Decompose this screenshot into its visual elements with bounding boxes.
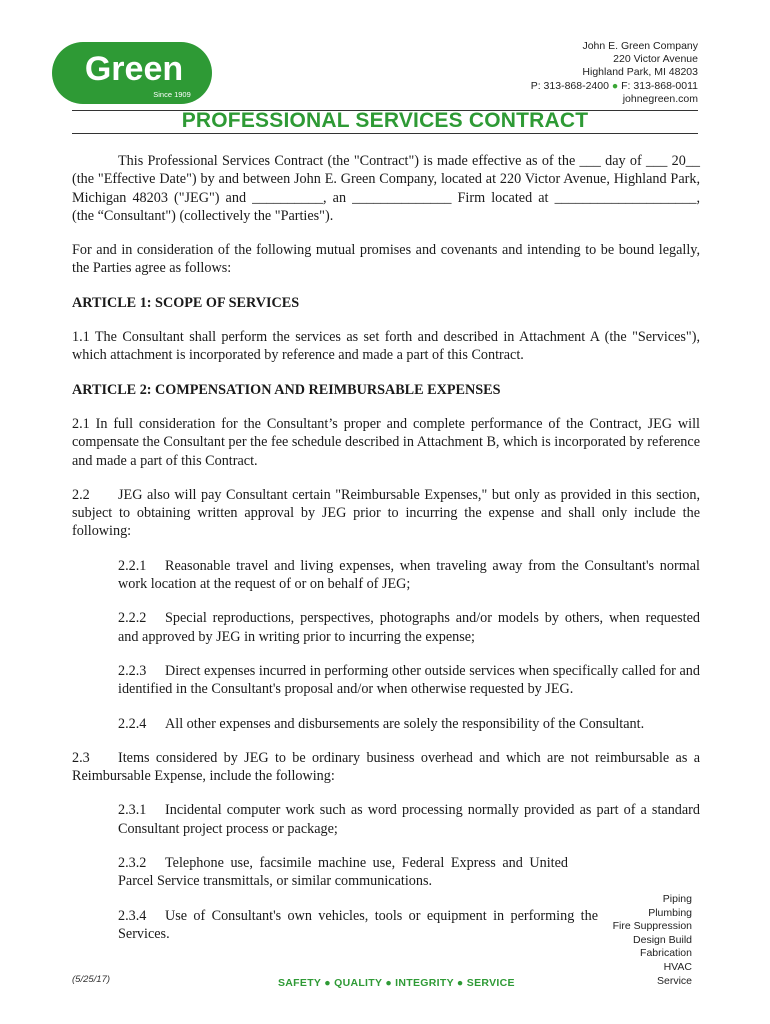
service-item: Fabrication bbox=[640, 947, 692, 960]
clause-2-2 bbox=[72, 486, 700, 541]
service-item: Piping bbox=[662, 893, 692, 905]
service-item: Plumbing bbox=[648, 906, 692, 919]
clause-2-2-2 bbox=[72, 609, 700, 646]
company-address-line1: 220 Victor Avenue bbox=[613, 53, 698, 66]
clause-2-3-4 bbox=[72, 907, 598, 944]
company-info bbox=[531, 40, 698, 106]
clause-number: 2.2.2 bbox=[118, 610, 147, 627]
clause-2-2-4 bbox=[72, 715, 700, 733]
revision-date: (5/25/17) bbox=[72, 974, 111, 985]
company-address-line2: Highland Park, MI 48203 bbox=[582, 66, 698, 79]
clause-number: 2.3.4 bbox=[118, 907, 147, 924]
clause-2-2-1 bbox=[72, 557, 700, 594]
consideration-paragraph: For and in consideration of the following mutual promises and covenants and intending to be bound legally, the Parties agree as follows: bbox=[72, 242, 700, 277]
clause-text: Special reproductions, perspectives, photographs and/or models by others, when requested and approved by JEG in writing prior to incurring the expense; bbox=[118, 610, 700, 645]
clause-2-3-1 bbox=[72, 801, 700, 838]
clause-text: Use of Consultant's own vehicles, tools or equipment in performing the Services. bbox=[118, 907, 598, 942]
clause-text: Items considered by JEG to be ordinary business overhead and which are not reimbursable as a Reimbursable Expense, include the following: bbox=[72, 749, 700, 785]
clause-number: 2.2.4 bbox=[118, 715, 147, 732]
logo-tagline: Since 1909 bbox=[153, 90, 191, 99]
service-item: Service bbox=[656, 974, 692, 987]
service-item: HVAC bbox=[663, 960, 692, 973]
company-contact bbox=[531, 80, 698, 93]
clause-text: Telephone use, facsimile machine use, Federal Express and United Parcel Service transmittals, or similar communications. bbox=[118, 855, 568, 890]
service-item: Fire Suppression bbox=[612, 920, 692, 933]
logo-wordmark: Green bbox=[84, 50, 184, 88]
clause-1-1: 1.1 The Consultant shall perform the services as set forth and described in Attachment A (the "Services"), which attachment is incorporated by reference and made a part of this Contract. bbox=[72, 329, 700, 364]
clause-number: 2.3.1 bbox=[118, 802, 147, 819]
clause-number: 2.3.2 bbox=[118, 855, 147, 872]
company-phone: P: 313-868-2400 bbox=[530, 79, 609, 92]
document-title: PROFESSIONAL SERVICES CONTRACT bbox=[181, 109, 589, 132]
separator-dot: ● bbox=[611, 79, 619, 92]
clause-number: 2.3 bbox=[72, 749, 90, 766]
article-1-heading: ARTICLE 1: SCOPE OF SERVICES bbox=[72, 294, 300, 311]
company-motto: SAFETY ● QUALITY ● INTEGRITY ● SERVICE bbox=[278, 977, 515, 989]
company-fax: F: 313-868-0011 bbox=[621, 79, 698, 92]
company-website: johnegreen.com bbox=[622, 92, 698, 105]
clause-text: All other expenses and disbursements are solely the responsibility of the Consultant. bbox=[165, 715, 645, 732]
clause-number: 2.2.1 bbox=[118, 557, 147, 574]
article-2-heading: ARTICLE 2: COMPENSATION AND REIMBURSABLE EXPENSES bbox=[72, 381, 501, 398]
clause-text: Reasonable travel and living expenses, when traveling away from the Consultant's normal work location at the request of or on behalf of JEG; bbox=[118, 557, 700, 593]
green-company-logo bbox=[52, 42, 212, 104]
clause-number: 2.2 bbox=[72, 486, 90, 503]
clause-2-2-3 bbox=[72, 662, 700, 699]
contract-body bbox=[72, 152, 700, 943]
services-list bbox=[613, 893, 692, 988]
service-item: Design Build bbox=[633, 933, 692, 946]
clause-text: Direct expenses incurred in performing other outside services when specifically called for and identified in the Consultant's proposal and/or when otherwise requested by JEG. bbox=[118, 662, 700, 698]
intro-paragraph: This Professional Services Contract (the "Contract") is made effective as of the ___ day of ___ 20__ (the "Effective Date") by and between John E. Green Company, located at 220 Victor Avenue, Highland Park, Michigan 48203 ("JEG") and __________, an ______________ Firm located at ____________________, (the “Consultant") (collectively the "Parties"). bbox=[72, 153, 700, 224]
clause-2-3-2 bbox=[72, 854, 568, 891]
clause-2-1: 2.1 In full consideration for the Consultant’s proper and complete performance of the Contract, JEG will compensate the Consultant per the fee schedule described in Attachment B, which is incorporated by reference and made a part of this Contract. bbox=[72, 415, 700, 469]
clause-text: JEG also will pay Consultant certain "Reimbursable Expenses," but only as provided in this section, subject to obtaining written approval by JEG prior to incurring the expense and shall only include the following: bbox=[72, 486, 700, 540]
clause-number: 2.2.3 bbox=[118, 662, 147, 679]
company-name: John E. Green Company bbox=[582, 40, 698, 52]
clause-2-3 bbox=[72, 749, 700, 786]
title-bottom-rule bbox=[72, 133, 698, 134]
clause-text: Incidental computer work such as word processing normally provided as part of a standard Consultant project process or package; bbox=[118, 802, 700, 837]
